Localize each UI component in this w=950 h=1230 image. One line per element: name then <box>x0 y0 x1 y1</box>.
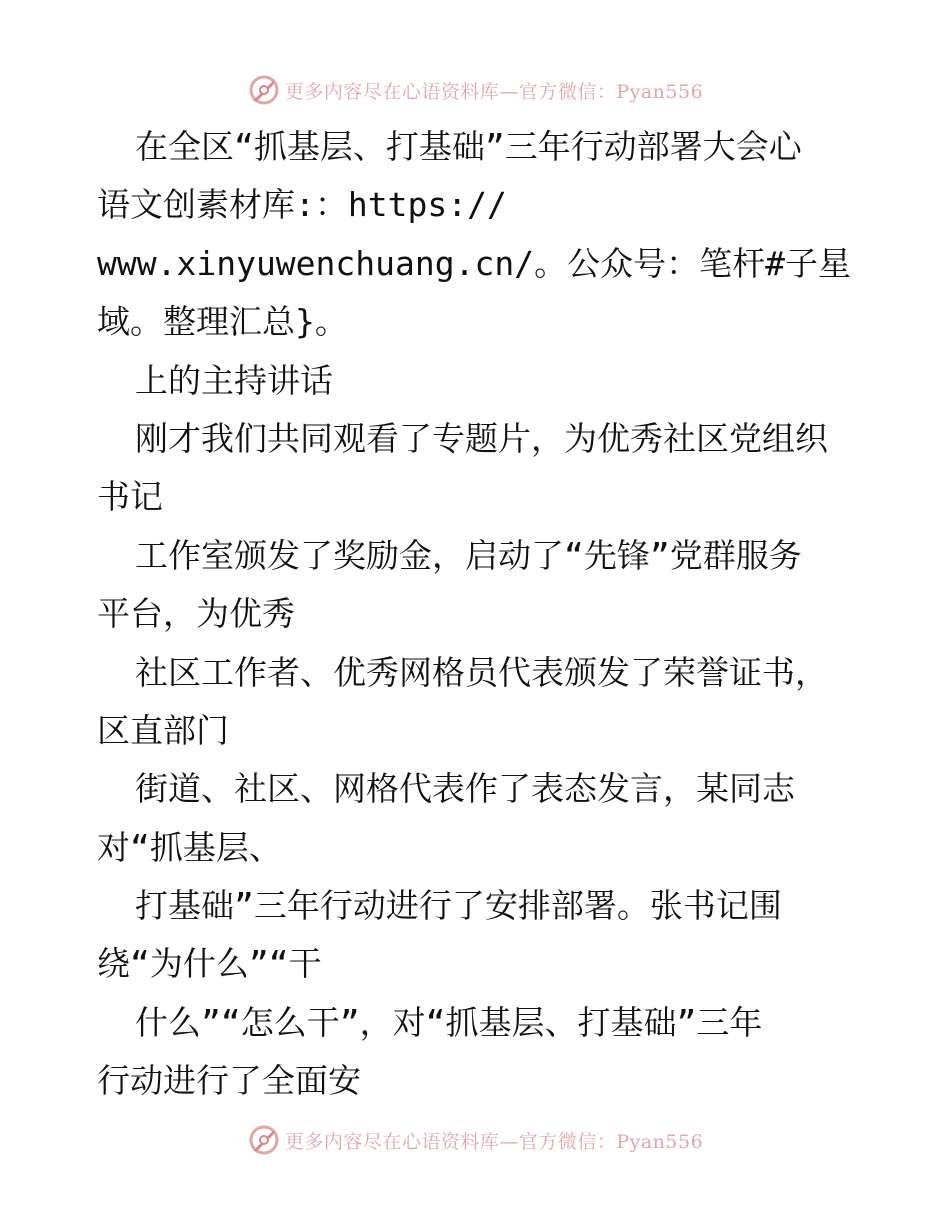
text-line: 区直部门 <box>97 710 229 750</box>
quill-logo-icon <box>247 1123 281 1157</box>
watermark-text: 更多内容尽在心语资料库—官方微信：Pyan556 <box>284 80 704 103</box>
text-line: 书记 <box>97 477 163 517</box>
text-line: 上的主持讲话 <box>135 360 333 400</box>
text-line: 社区工作者、优秀网格员代表颁发了荣誉证书， <box>135 652 828 692</box>
text-line: 对“抓基层、 <box>97 827 282 867</box>
text-line: 工作室颁发了奖励金，启动了“先锋”党群服务 <box>135 535 802 575</box>
text-line: 什么”“怎么干”，对“抓基层、打基础”三年 <box>135 1002 763 1042</box>
watermark-header <box>0 70 950 110</box>
watermark-footer <box>0 1120 950 1160</box>
text-line: 行动进行了全面安 <box>97 1061 361 1101</box>
watermark-text: 更多内容尽在心语资料库—官方微信：Pyan556 <box>284 1130 704 1153</box>
text-line: 打基础”三年行动进行了安排部署。张书记围 <box>135 886 782 926</box>
text-line: 绕“为什么”“干 <box>97 944 322 984</box>
text-line: www.xinyuwenchuang.cn/。公众号：笔杆#子星 <box>97 243 851 283</box>
text-line: 语文创素材库:：https:// <box>97 185 507 225</box>
text-line: 街道、社区、网格代表作了表态发言，某同志 <box>135 769 795 809</box>
text-line: 在全区“抓基层、打基础”三年行动部署大会心 <box>135 127 802 166</box>
text-line: 刚才我们共同观看了专题片，为优秀社区党组织 <box>135 418 828 458</box>
text-line: 域。整理汇总}。 <box>97 302 348 342</box>
document-body <box>97 118 857 1111</box>
text-line: 平台，为优秀 <box>97 594 295 634</box>
quill-logo-icon <box>247 73 281 107</box>
